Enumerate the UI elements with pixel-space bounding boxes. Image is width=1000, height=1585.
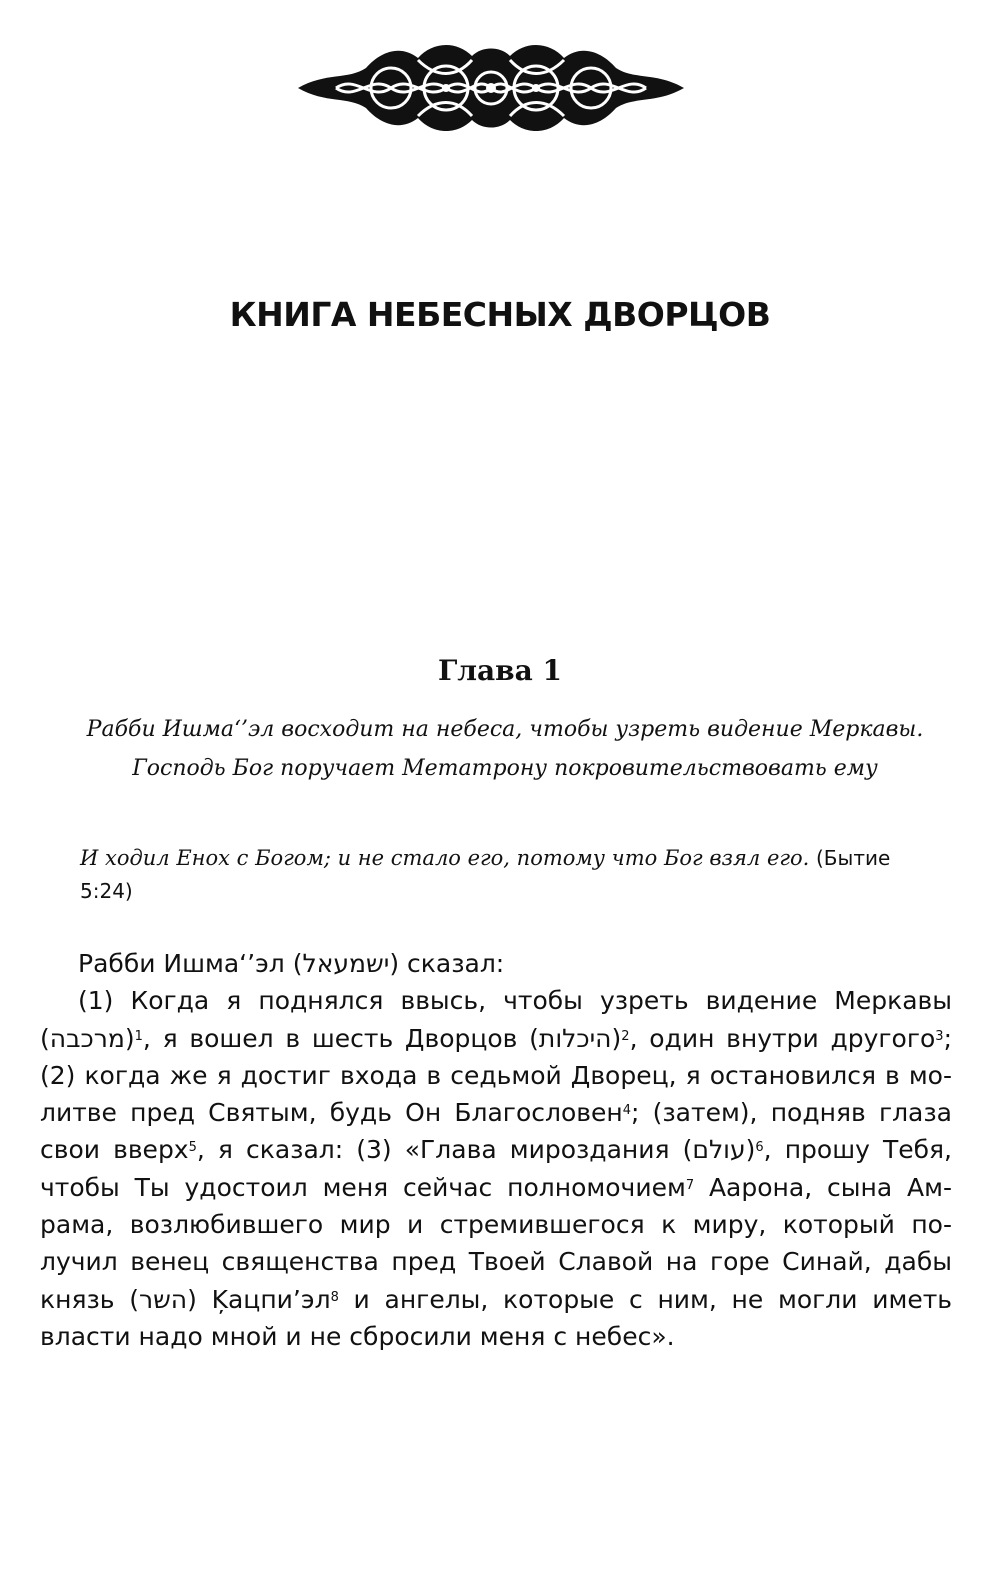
body-text-span: литве пред Святым, будь Он Благословен xyxy=(40,1098,623,1128)
body-text-span: свои вверх xyxy=(40,1135,189,1165)
footnote-ref[interactable]: 4 xyxy=(622,1103,632,1119)
chapter-summary xyxy=(40,710,970,788)
epigraph xyxy=(80,842,940,908)
body-line xyxy=(40,982,952,1019)
body-text-span: (1) Когда я поднялся ввысь, чтобы узреть видение Меркавы xyxy=(78,986,952,1016)
body-text xyxy=(40,945,952,1355)
body-text-span: ; (затем), подняв глаза xyxy=(631,1098,952,1128)
chapter-summary-line: Рабби Ишма‘’эл восходит на небеса, чтобы узреть видение Меркавы. xyxy=(86,717,924,742)
body-line xyxy=(40,1243,952,1280)
footnote-ref[interactable]: 1 xyxy=(134,1028,143,1044)
body-text-span: чтобы Ты удостоил меня сейчас полномочием xyxy=(40,1172,686,1202)
body-text-span: лучил венец священства пред Твоей Славой на горе Синай, дабы xyxy=(40,1247,952,1277)
body-text-span: , я сказал: (3) «Глава мироздания (עולם) xyxy=(196,1135,756,1165)
body-line xyxy=(40,1094,952,1131)
footnote-ref[interactable]: 7 xyxy=(685,1177,695,1193)
body-text-span: и ангелы, которые с ним, не могли иметь xyxy=(338,1284,952,1314)
footnote-ref[interactable]: 8 xyxy=(330,1289,339,1305)
body-text-span: , прошу Тебя, xyxy=(763,1135,952,1165)
footnote-ref[interactable]: 3 xyxy=(935,1028,944,1044)
body-line xyxy=(40,945,952,982)
epigraph-reference-cont: 5:24) xyxy=(80,879,133,903)
chapter-heading: Глава 1 xyxy=(437,654,563,687)
footnote-ref[interactable]: 6 xyxy=(755,1140,764,1156)
body-text-span: ; xyxy=(943,1023,952,1053)
epigraph-reference: (Бытие xyxy=(816,846,891,870)
body-text-span: (2) когда же я достиг входа в седьмой Дворец, я остановился в мо- xyxy=(40,1060,952,1090)
body-text-span: рама, возлюбившего мир и стремившегося к миру, который по- xyxy=(40,1210,952,1240)
body-text-span: власти надо мной и не сбросили меня с небес». xyxy=(40,1321,675,1351)
body-line xyxy=(40,1020,952,1057)
body-line xyxy=(40,1131,952,1168)
chapter-summary-line: Господь Бог поручает Метатрону покровительствовать ему xyxy=(132,756,878,781)
epigraph-quote: И ходил Енох с Богом; и не стало его, потому что Бог взял его. xyxy=(80,846,810,870)
body-text-span: (מרכבה) xyxy=(40,1023,135,1053)
footnote-ref[interactable]: 5 xyxy=(188,1140,197,1156)
body-line xyxy=(40,1281,952,1318)
body-line xyxy=(40,1318,952,1355)
book-title: КНИГА НЕБЕСНЫХ ДВОРЦОВ xyxy=(229,295,771,334)
footnote-ref[interactable]: 2 xyxy=(621,1028,630,1044)
body-text-span: князь (השר) Ķацпи’эл xyxy=(40,1284,331,1314)
body-line xyxy=(40,1057,952,1094)
celtic-knot-ornament xyxy=(296,38,686,134)
body-text-span: , я вошел в шесть Дворцов (היכלות) xyxy=(142,1023,622,1053)
body-text-span: , один внутри другого xyxy=(629,1023,936,1053)
body-text-span: Аарона, сына Ам- xyxy=(694,1172,953,1202)
body-text-span: Рабби Ишма‘’эл (ישמעאל) сказал: xyxy=(78,949,505,978)
body-line xyxy=(40,1206,952,1243)
body-line xyxy=(40,1169,952,1206)
